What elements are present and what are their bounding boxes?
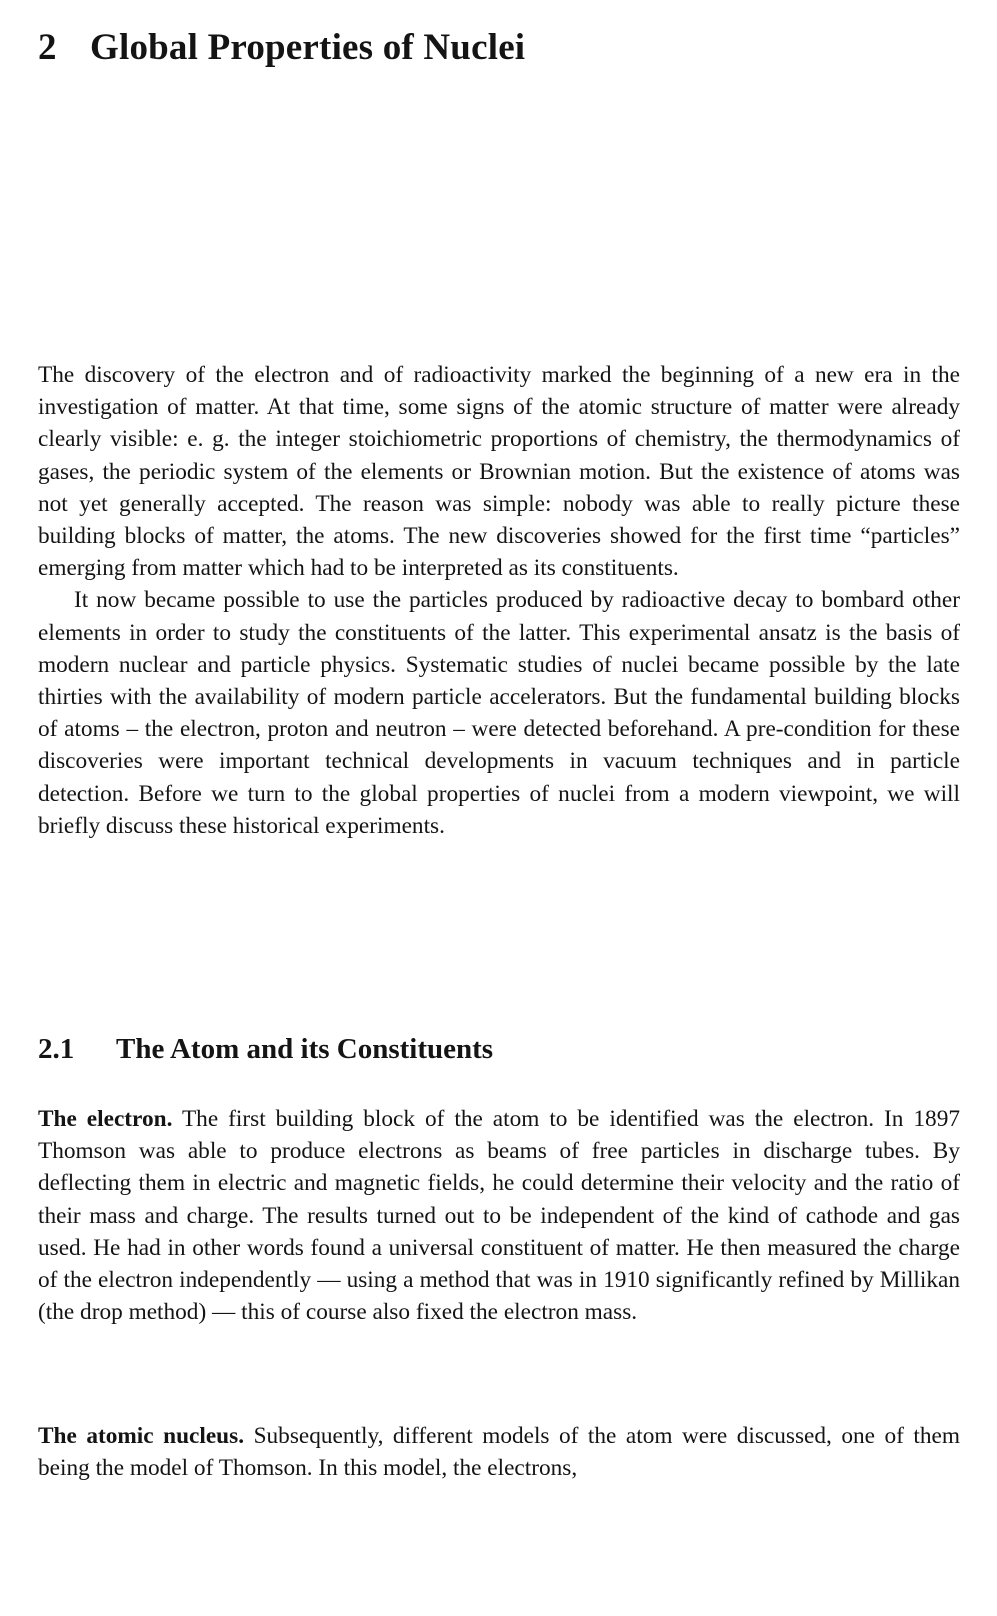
chapter-number: 2 [38,27,57,68]
nucleus-section [38,1420,960,1484]
electron-section [38,1103,960,1328]
intro-paragraph-1: The discovery of the electron and of radioactivity marked the beginning of a new era in the investigation of matter. At that time, some signs of the atomic structure of matter were already clearly visible: e. g. the integer stoichiometric proportions of chemistry, the thermodynamics of gases, the periodic system of the elements or Brownian motion. But the existence of atoms was not yet generally accepted. The reason was simple: nobody was able to really picture these building blocks of matter, the atoms. The new discoveries showed for the first time “particles” emerging from matter which had to be interpreted as its constituents. [38,362,960,582]
nucleus-heading: The atomic nucleus. [38,1423,245,1449]
intro-text [38,359,960,842]
electron-heading: The electron. [38,1106,173,1132]
electron-text: The first building block of the atom to be identified was the electron. In 1897 Thomson was able to produce electrons as beams of free particles in discharge tubes. By deflecting them in electric and magnetic fields, he could determine their velocity and the ratio of their mass and charge. The results turned out to be independent of the kind of cathode and gas used. He had in other words found a universal constituent of matter. He then measured the charge of the electron independently — using a method that was in 1910 significantly refined by Millikan (the drop method) — this of course also fixed the electron mass. [38,1106,960,1326]
nucleus-paragraph [38,1420,960,1484]
chapter-title-text: Global Properties of Nuclei [90,27,526,68]
electron-paragraph [38,1103,960,1328]
section-title [38,1033,493,1066]
section-number: 2.1 [38,1033,75,1065]
nucleus-text: Subsequently, different models of the atom were discussed, one of them being the model of Thomson. In this model, the electrons, [38,1423,960,1482]
intro-paragraph-2: It now became possible to use the particles produced by radioactive decay to bombard other elements in order to study the constituents of the latter. This experimental ansatz is the basis of modern nuclear and particle physics. Systematic studies of nuclei became possible by the late thirties with the availability of modern particle accelerators. But the fundamental building blocks of atoms – the electron, proton and neutron – were detected beforehand. A pre-condition for these discoveries were important technical developments in vacuum techniques and in particle detection. Before we turn to the global properties of nuclei from a modern viewpoint, we will briefly discuss these historical experiments. [38,587,960,839]
chapter-title [38,26,525,69]
section-title-text: The Atom and its Constituents [116,1033,494,1065]
